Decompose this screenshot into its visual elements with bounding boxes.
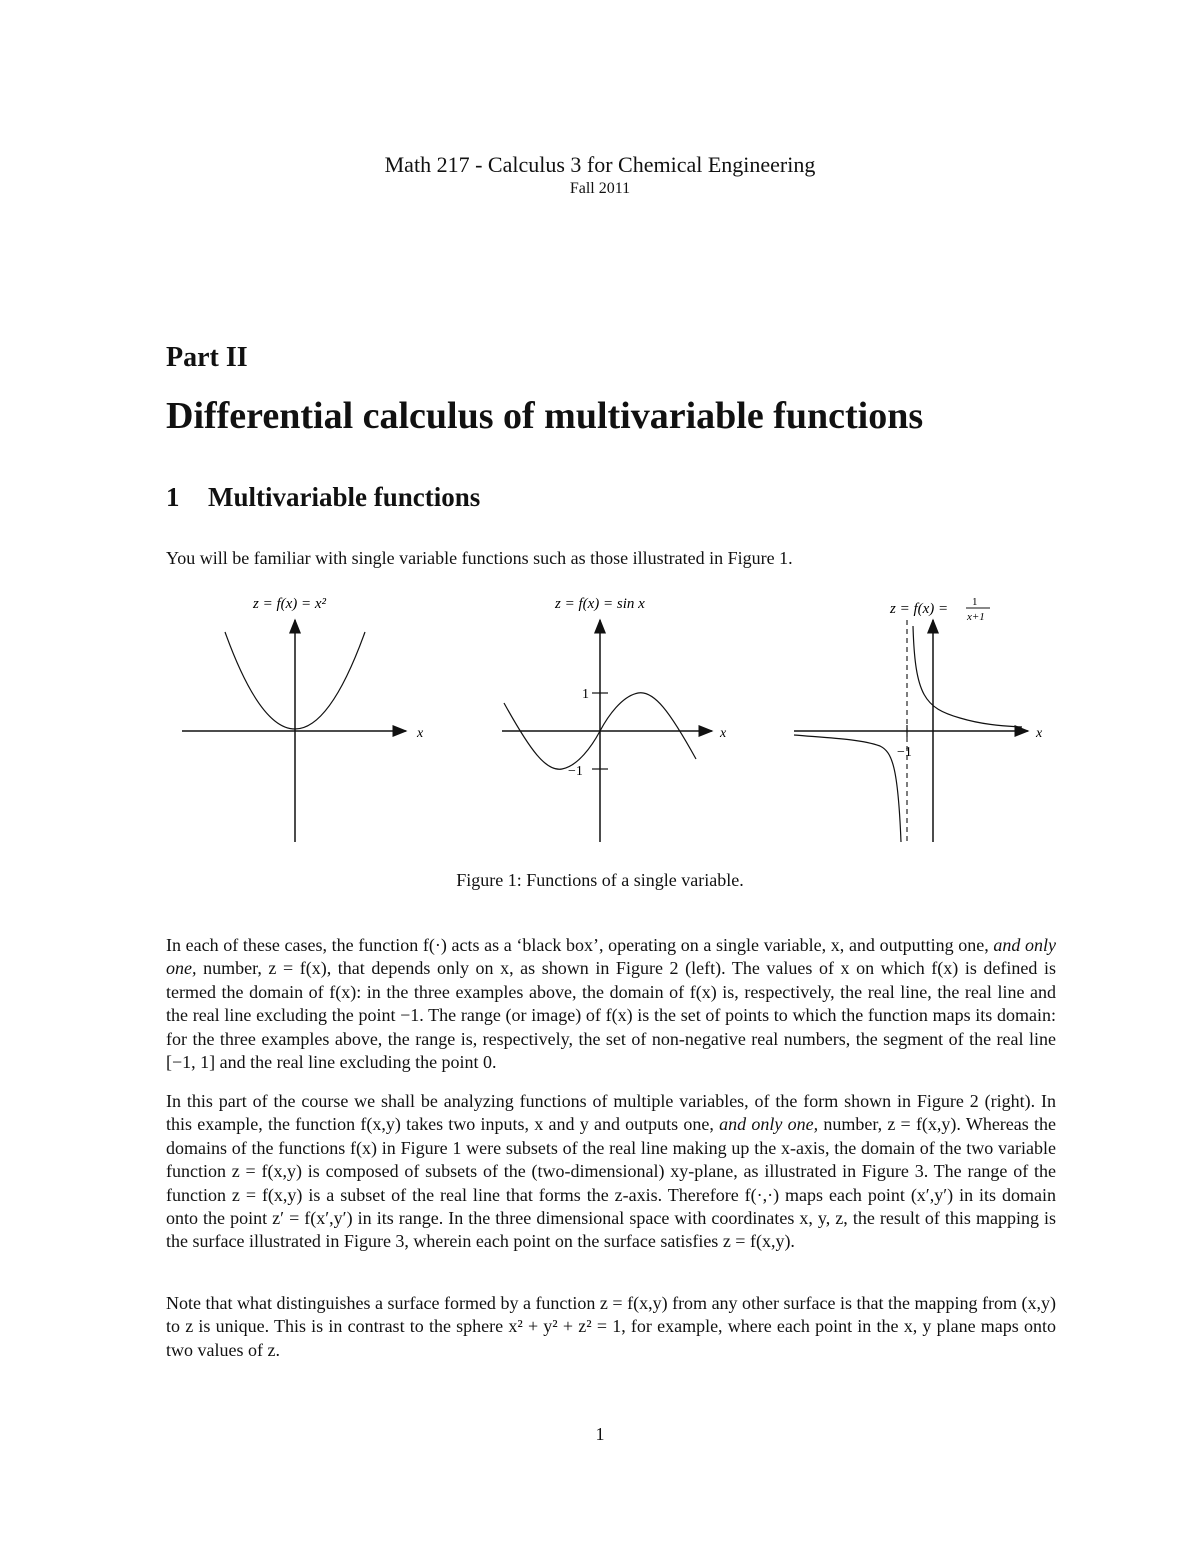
course-title: Math 217 - Calculus 3 for Chemical Engineering	[384, 152, 816, 177]
intro-text: You will be familiar with single variable functions such as those illustrated in Figure 1.	[166, 548, 793, 568]
figure-1	[170, 586, 1050, 853]
section-title: Multivariable functions	[208, 482, 481, 512]
parabola-label: z = f(x) = x²	[253, 596, 327, 612]
fraction-numerator: 1	[972, 596, 978, 608]
part-title: Differential calculus of multivariable functions	[166, 395, 924, 437]
hyperbola-label: z = f(x) =	[890, 601, 949, 617]
section-heading	[166, 482, 480, 513]
emphasis: and only one,	[166, 935, 1056, 979]
figure-1-graphs	[170, 586, 1050, 848]
hyperbola-right-branch	[913, 626, 1022, 727]
paragraph-3: Note that what distinguishes a surface formed by a function z = f(x,y) from any other surface is that the mapping from (x,y) to z is unique. This is in contrast to the sphere x² + y² + z² = 1, for example, where each point in the x, y plane maps onto two values of z.	[166, 1293, 1056, 1360]
hyperbola-left-branch	[794, 735, 901, 842]
page-number: 1	[595, 1424, 605, 1444]
parabola-plot	[182, 596, 424, 842]
hyperbola-plot	[794, 596, 1043, 842]
x-axis-label: x	[1036, 726, 1043, 741]
tick-neg-label: −1	[568, 764, 583, 779]
part-label: Part II	[166, 342, 248, 373]
tick-asymptote-label: −1	[897, 745, 912, 760]
tick-pos-label: 1	[582, 687, 589, 702]
paragraph-1: In each of these cases, the function f(·) acts as a ‘black box’, operating on a single variable, x, and outputting one, and only one, number, z = f(x), that depends only on x, as shown in Figure 2 (left). The values of x on which f(x) is defined is termed the domain of f(x): in the three examples above, the domain of f(x) is, respectively, the real line, the real line and the real line excluding the point −1. The range (or image) of f(x) is the set of points to which the function maps its domain: for the three examples above, the range is, respectively, the set of non-negative real numbers, the segment of the real line [−1, 1] and the real line excluding the point 0.	[166, 935, 1056, 1073]
figure-caption: Figure 1: Functions of a single variable.	[456, 870, 744, 890]
fraction-denominator: x+1	[967, 611, 985, 623]
x-axis-label: x	[417, 726, 424, 741]
sine-plot	[502, 596, 727, 842]
section-number: 1	[166, 482, 180, 512]
course-term: Fall 2011	[569, 180, 631, 197]
paragraph-2: In this part of the course we shall be analyzing functions of multiple variables, of the form shown in Figure 2 (right). In this example, the function f(x,y) takes two inputs, x and y and outputs one, and only one, number, z = f(x,y). Whereas the domains of the functions f(x) in Figure 1 were subsets of the real line making up the x-axis, the domain of the two variable function z = f(x,y) is composed of subsets of the (two-dimensional) xy-plane, as illustrated in Figure 3. The range of the function z = f(x,y) is a subset of the real line that forms the z-axis. Therefore f(·,·) maps each point (x′,y′) in its domain onto the point z′ = f(x′,y′) in its range. In the three dimensional space with coordinates x, y, z, the result of this mapping is the surface illustrated in Figure 3, wherein each point on the surface satisfies z = f(x,y).	[166, 1091, 1057, 1252]
emphasis: and only one,	[719, 1114, 819, 1135]
x-axis-label: x	[720, 726, 727, 741]
sine-label: z = f(x) = sin x	[555, 596, 645, 612]
